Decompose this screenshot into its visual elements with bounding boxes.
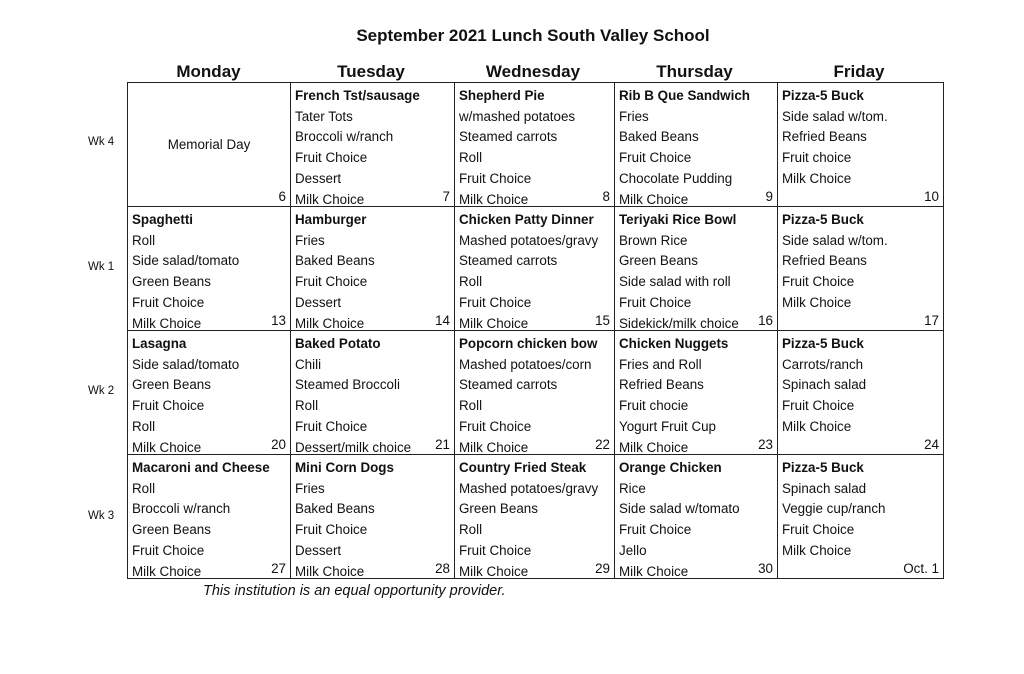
menu-item: Fruit Choice xyxy=(295,150,368,166)
date-number: 8 xyxy=(602,189,610,204)
menu-item: Milk Choice xyxy=(782,294,852,310)
date-number: 28 xyxy=(435,561,450,576)
menu-cell xyxy=(128,331,290,454)
menu-item: Fruit Choice xyxy=(459,170,532,186)
day-cell xyxy=(128,207,291,331)
menu-item: Roll xyxy=(459,522,483,538)
menu-item: Green Beans xyxy=(132,522,211,538)
date-number: 6 xyxy=(278,189,286,204)
menu-item: Baked Beans xyxy=(295,253,375,269)
menu-cell xyxy=(128,455,290,578)
menu-item: Roll xyxy=(295,398,319,414)
date-number: 10 xyxy=(924,189,939,204)
entree-name: French Tst/sausage xyxy=(295,88,420,103)
menu-item: Baked Beans xyxy=(295,501,375,517)
menu-item: Side salad with roll xyxy=(619,274,731,290)
entree-name: Rib B Que Sandwich xyxy=(619,88,750,103)
menu-item: Chocolate Pudding xyxy=(619,170,733,186)
menu-cell xyxy=(128,207,290,330)
menu-item: Milk Choice xyxy=(782,170,852,186)
menu-item: Milk Choice xyxy=(619,563,689,579)
date-number: 27 xyxy=(271,561,286,576)
day-header-friday: Friday xyxy=(833,62,885,81)
menu-item: Green Beans xyxy=(619,253,698,269)
entree-name: Pizza-5 Buck xyxy=(782,88,864,103)
menu-item: Milk Choice xyxy=(295,563,365,579)
menu-item: Milk Choice xyxy=(459,191,529,207)
menu-item: Spinach salad xyxy=(782,377,867,393)
date-number: Oct. 1 xyxy=(903,561,939,576)
menu-item: Green Beans xyxy=(132,377,211,393)
menu-item: Roll xyxy=(132,418,156,434)
menu-item: Jello xyxy=(619,542,647,558)
menu-item: Broccoli w/ranch xyxy=(132,501,231,517)
menu-item: Milk Choice xyxy=(132,563,202,579)
menu-item: Fruit Choice xyxy=(619,522,692,538)
menu-item: Fruit Choice xyxy=(619,294,692,310)
menu-item: Fruit chocie xyxy=(619,398,689,414)
menu-cell xyxy=(778,207,943,330)
menu-item: Steamed Broccoli xyxy=(295,377,400,393)
menu-item: Tater Tots xyxy=(295,108,353,124)
day-cell xyxy=(455,207,615,331)
menu-item: Roll xyxy=(132,232,156,248)
menu-item: Milk Choice xyxy=(459,563,529,579)
entree-name: Chicken Nuggets xyxy=(619,336,729,351)
menu-item: Side salad w/tom. xyxy=(782,232,888,248)
menu-cell xyxy=(128,83,290,206)
menu-item: Fruit Choice xyxy=(782,522,855,538)
week-row xyxy=(128,83,944,207)
page-title: September 2021 Lunch South Valley School xyxy=(356,26,710,45)
menu-item: Milk Choice xyxy=(619,439,689,455)
menu-item: Fruit Choice xyxy=(619,150,692,166)
menu-item: Steamed carrots xyxy=(459,253,558,269)
entree-name: Macaroni and Cheese xyxy=(132,460,270,475)
menu-item: Yogurt Fruit Cup xyxy=(619,418,717,434)
entree-name: Mini Corn Dogs xyxy=(295,460,394,475)
day-cell xyxy=(291,83,455,207)
menu-item: Fruit Choice xyxy=(295,274,368,290)
menu-item: Steamed carrots xyxy=(459,129,558,145)
menu-item: Fries xyxy=(295,480,325,496)
menu-item: Sidekick/milk choice xyxy=(619,315,739,331)
entree-name: Orange Chicken xyxy=(619,460,722,475)
menu-item: Spinach salad xyxy=(782,480,867,496)
menu-item: Veggie cup/ranch xyxy=(782,501,886,517)
date-number: 30 xyxy=(758,561,773,576)
menu-item: Milk Choice xyxy=(782,418,852,434)
menu-cell xyxy=(778,455,943,578)
menu-item: Milk Choice xyxy=(132,315,202,331)
date-number: 22 xyxy=(595,437,610,452)
week-row xyxy=(128,207,944,331)
menu-item: Brown Rice xyxy=(619,232,688,248)
day-header-wednesday: Wednesday xyxy=(485,62,581,81)
menu-item: Fruit Choice xyxy=(295,418,368,434)
day-cell xyxy=(291,207,455,331)
menu-item: Green Beans xyxy=(132,274,211,290)
entree-name: Pizza-5 Buck xyxy=(782,212,864,227)
menu-item: Fruit Choice xyxy=(782,398,855,414)
week-row xyxy=(128,331,944,455)
day-cell xyxy=(615,331,778,455)
menu-item: Milk Choice xyxy=(295,191,365,207)
menu-item: Rice xyxy=(619,480,646,496)
day-cell xyxy=(291,455,455,579)
menu-item: Refried Beans xyxy=(782,253,867,269)
day-cell xyxy=(778,331,944,455)
menu-item: Fruit Choice xyxy=(782,274,855,290)
menu-item: Fries xyxy=(619,108,649,124)
day-cell xyxy=(291,331,455,455)
date-number: 7 xyxy=(442,189,450,204)
entree-name: Chicken Patty Dinner xyxy=(459,212,594,227)
menu-item: Side salad w/tom. xyxy=(782,108,888,124)
menu-cell xyxy=(778,83,943,206)
day-cell xyxy=(778,455,944,579)
date-number: 9 xyxy=(765,189,773,204)
menu-item: Fruit Choice xyxy=(132,294,205,310)
date-number: 21 xyxy=(435,437,450,452)
menu-item: Mashed potatoes/corn xyxy=(459,356,592,372)
entree-name: Popcorn chicken bow xyxy=(459,336,598,351)
menu-item: Roll xyxy=(459,150,483,166)
date-number: 29 xyxy=(595,561,610,576)
entree-name: Shepherd Pie xyxy=(459,88,545,103)
date-number: 14 xyxy=(435,313,450,328)
menu-cell xyxy=(291,455,454,578)
week-label: Wk 1 xyxy=(88,260,115,273)
week-label: Wk 4 xyxy=(88,136,115,149)
entree-name: Country Fried Steak xyxy=(459,460,587,475)
menu-item: Broccoli w/ranch xyxy=(295,129,394,145)
menu-item: Dessert xyxy=(295,170,342,186)
menu-item: Fries and Roll xyxy=(619,356,702,372)
menu-cell xyxy=(291,83,454,206)
menu-cell xyxy=(615,331,777,454)
date-number: 17 xyxy=(924,313,939,328)
day-cell xyxy=(778,83,944,207)
menu-item: Side salad w/tomato xyxy=(619,501,740,517)
day-cell xyxy=(455,83,615,207)
holiday-label: Memorial Day xyxy=(167,137,251,152)
entree-name: Pizza-5 Buck xyxy=(782,460,864,475)
menu-item: Milk Choice xyxy=(459,439,529,455)
day-cell xyxy=(128,83,291,207)
entree-name: Spaghetti xyxy=(132,212,194,227)
menu-item: Fruit Choice xyxy=(459,418,532,434)
menu-item: Milk Choice xyxy=(619,191,689,207)
menu-item: Fruit Choice xyxy=(459,542,532,558)
menu-item: w/mashed potatoes xyxy=(459,108,576,124)
entree-name: Hamburger xyxy=(295,212,367,227)
menu-item: Fruit Choice xyxy=(132,398,205,414)
menu-cell xyxy=(455,207,614,330)
date-number: 15 xyxy=(595,313,610,328)
date-number: 24 xyxy=(924,437,939,452)
menu-item: Mashed potatoes/gravy xyxy=(459,480,599,496)
menu-item: Fruit Choice xyxy=(295,522,368,538)
menu-item: Fruit Choice xyxy=(459,294,532,310)
day-headers xyxy=(128,62,942,82)
menu-item: Green Beans xyxy=(459,501,538,517)
entree-name: Teriyaki Rice Bowl xyxy=(619,212,737,227)
menu-cell xyxy=(615,207,777,330)
day-cell xyxy=(455,455,615,579)
lunch-menu-table xyxy=(127,82,944,579)
day-cell xyxy=(615,207,778,331)
menu-item: Dessert xyxy=(295,294,342,310)
entree-name: Pizza-5 Buck xyxy=(782,336,864,351)
date-number: 13 xyxy=(271,313,286,328)
menu-item: Milk Choice xyxy=(459,315,529,331)
menu-item: Dessert/milk choice xyxy=(295,439,412,455)
menu-item: Roll xyxy=(459,398,483,414)
date-number: 16 xyxy=(758,313,773,328)
week-label: Wk 2 xyxy=(88,385,115,398)
menu-cell xyxy=(291,207,454,330)
date-number: 23 xyxy=(758,437,773,452)
menu-item: Carrots/ranch xyxy=(782,356,864,372)
menu-item: Milk Choice xyxy=(782,542,852,558)
week-label: Wk 3 xyxy=(88,509,115,522)
menu-cell xyxy=(455,83,614,206)
day-cell xyxy=(128,331,291,455)
week-row xyxy=(128,455,944,579)
entree-name: Lasagna xyxy=(132,336,187,351)
equal-opportunity-notice: This institution is an equal opportunity provider. xyxy=(203,583,506,599)
menu-cell xyxy=(291,331,454,454)
menu-item: Mashed potatoes/gravy xyxy=(459,232,599,248)
menu-cell xyxy=(615,455,777,578)
menu-cell xyxy=(615,83,777,206)
day-cell xyxy=(615,455,778,579)
menu-item: Fruit choice xyxy=(782,150,852,166)
entree-name: Baked Potato xyxy=(295,336,381,351)
menu-cell xyxy=(455,331,614,454)
menu-cell xyxy=(455,455,614,578)
menu-item: Side salad/tomato xyxy=(132,356,240,372)
menu-item: Roll xyxy=(459,274,483,290)
menu-item: Milk Choice xyxy=(132,439,202,455)
menu-item: Dessert xyxy=(295,542,342,558)
date-number: 20 xyxy=(271,437,286,452)
day-cell xyxy=(615,83,778,207)
day-cell xyxy=(455,331,615,455)
menu-item: Refried Beans xyxy=(782,129,867,145)
menu-item: Steamed carrots xyxy=(459,377,558,393)
menu-item: Fruit Choice xyxy=(132,542,205,558)
menu-item: Chili xyxy=(295,356,322,372)
menu-item: Fries xyxy=(295,232,325,248)
day-header-tuesday: Tuesday xyxy=(337,62,405,81)
menu-cell xyxy=(778,331,943,454)
day-header-thursday: Thursday xyxy=(656,62,733,81)
menu-item: Milk Choice xyxy=(295,315,365,331)
day-header-monday: Monday xyxy=(176,62,241,81)
menu-item: Refried Beans xyxy=(619,377,704,393)
day-cell xyxy=(778,207,944,331)
menu-item: Side salad/tomato xyxy=(132,253,240,269)
menu-item: Baked Beans xyxy=(619,129,699,145)
day-cell xyxy=(128,455,291,579)
menu-item: Roll xyxy=(132,480,156,496)
